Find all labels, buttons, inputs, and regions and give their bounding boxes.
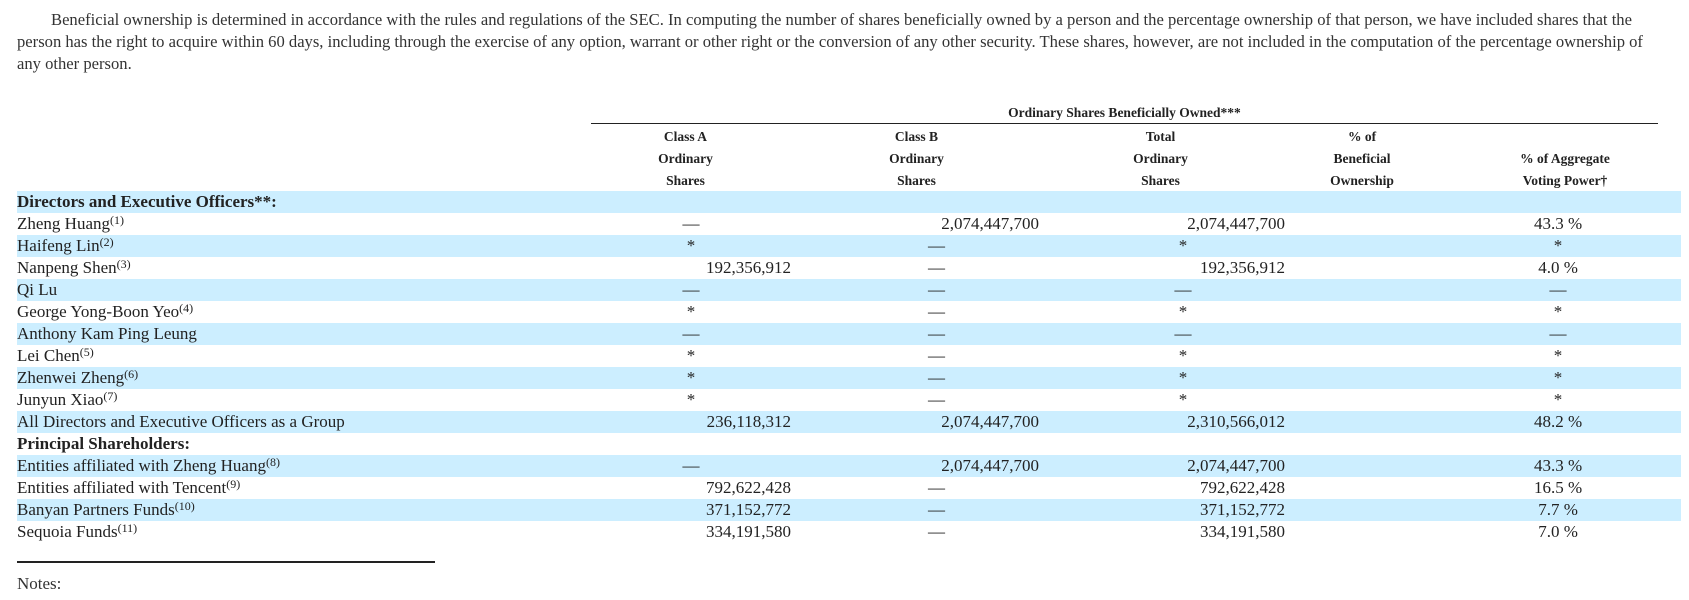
- column-gap: [791, 389, 834, 411]
- class-a-shares: *: [686, 302, 696, 321]
- column-gap: [791, 257, 834, 279]
- footnote-ref: (5): [79, 345, 94, 359]
- column-gap: [1285, 411, 1435, 433]
- column-gap: [1285, 367, 1435, 389]
- column-gap: [791, 477, 834, 499]
- header-line: Ownership: [1330, 173, 1394, 188]
- holder-name-cell: [17, 345, 591, 367]
- column-gap: [1285, 257, 1435, 279]
- total-shares: 334,191,580: [1200, 522, 1285, 541]
- beneficial-ownership-pct: *: [1435, 235, 1681, 257]
- total-shares: *: [1178, 346, 1188, 365]
- class-a-shares: *: [686, 346, 696, 365]
- column-gap: [791, 279, 834, 301]
- column-gap: [1285, 235, 1435, 257]
- class-b-shares: 2,074,447,700: [941, 214, 1039, 233]
- beneficial-ownership-pct: 4.0 %: [1538, 258, 1578, 277]
- column-gap: [791, 367, 834, 389]
- column-gap: [1285, 455, 1435, 477]
- class-a-shares: *: [591, 367, 791, 389]
- column-gap: [791, 499, 834, 521]
- header-line: Beneficial: [1333, 151, 1391, 166]
- total-shares: 2,310,566,012: [1081, 411, 1285, 433]
- footnote-ref: (2): [99, 235, 114, 249]
- total-shares: 371,152,772: [1081, 499, 1285, 521]
- table-row: [17, 235, 1681, 257]
- column-gap: [1039, 389, 1081, 411]
- column-gap: [791, 521, 834, 543]
- column-gap: [1039, 279, 1081, 301]
- holder-name-cell: [17, 213, 591, 235]
- class-a-shares: *: [686, 390, 696, 409]
- holder-name-cell: [17, 279, 591, 301]
- column-header-class-b: [808, 126, 1025, 193]
- class-b-shares: 2,074,447,700: [834, 455, 1039, 477]
- column-gap: [1039, 235, 1081, 257]
- ownership-table: [17, 191, 1681, 543]
- holder-name-cell: [17, 367, 591, 389]
- class-a-shares: —: [591, 279, 791, 301]
- holder-name-cell: [17, 257, 591, 279]
- column-gap: [791, 345, 834, 367]
- table-row: [17, 323, 1681, 345]
- footnote-ref: (11): [117, 521, 138, 535]
- footnote-ref: (6): [124, 367, 139, 381]
- class-b-shares: —: [928, 390, 945, 409]
- section-heading: Principal Shareholders:: [17, 434, 190, 453]
- beneficial-ownership-pct: *: [1553, 390, 1563, 409]
- holder-name-cell: [17, 455, 591, 477]
- beneficial-ownership-pct: 48.2 %: [1435, 411, 1681, 433]
- beneficial-ownership-pct: 43.3 %: [1435, 455, 1681, 477]
- class-a-shares: 334,191,580: [706, 522, 791, 541]
- footnote-ref: (9): [226, 477, 241, 491]
- table-row: [17, 499, 1681, 521]
- group-heading: Ordinary Shares Beneficially Owned***: [591, 104, 1658, 124]
- column-gap: [1039, 257, 1081, 279]
- column-gap: [1039, 345, 1081, 367]
- footnote-ref: (1): [110, 213, 125, 227]
- table-row: [17, 411, 1681, 433]
- holder-name: George Yong-Boon Yeo: [17, 302, 180, 321]
- header-line: Total: [1145, 129, 1176, 144]
- column-gap: [1285, 213, 1435, 235]
- class-a-shares: —: [591, 455, 791, 477]
- class-b-shares: —: [834, 499, 1039, 521]
- header-line: Shares: [666, 173, 705, 188]
- column-gap: [1285, 477, 1435, 499]
- column-header-total: [1052, 126, 1269, 193]
- column-gap: [791, 213, 834, 235]
- beneficial-ownership-pct: 7.0 %: [1538, 522, 1578, 541]
- footnote-ref: (3): [116, 257, 131, 271]
- column-gap: [1285, 345, 1435, 367]
- column-gap: [1039, 323, 1081, 345]
- class-b-shares: —: [928, 258, 945, 277]
- holder-name: Qi Lu: [17, 280, 58, 299]
- column-gap: [1285, 521, 1435, 543]
- holder-name: Entities affiliated with Tencent: [17, 478, 227, 497]
- holder-name-cell: [17, 389, 591, 411]
- holder-name: Haifeng Lin: [17, 236, 100, 255]
- header-line: Shares: [897, 173, 936, 188]
- total-shares: *: [1081, 235, 1285, 257]
- holder-name: Anthony Kam Ping Leung: [17, 324, 197, 343]
- class-b-shares: —: [834, 235, 1039, 257]
- holder-name: Lei Chen: [17, 346, 80, 365]
- column-gap: [1285, 279, 1435, 301]
- table-row: [17, 455, 1681, 477]
- class-a-shares: —: [682, 214, 700, 233]
- footnote-ref: (4): [179, 301, 194, 315]
- table-row: [17, 279, 1681, 301]
- total-shares: 2,074,447,700: [1081, 455, 1285, 477]
- column-header-voting-power: [1472, 126, 1658, 193]
- beneficial-ownership-pct: 7.7 %: [1435, 499, 1681, 521]
- class-a-shares: 792,622,428: [706, 478, 791, 497]
- header-line: Shares: [1141, 173, 1180, 188]
- table-row: [17, 521, 1681, 543]
- holder-name: Junyun Xiao: [17, 390, 104, 409]
- column-gap: [1039, 477, 1081, 499]
- table-row: [17, 213, 1681, 235]
- class-b-shares: 2,074,447,700: [834, 411, 1039, 433]
- holder-name: Entities affiliated with Zheng Huang: [17, 456, 266, 475]
- section-row: [17, 433, 1681, 455]
- column-gap: [1285, 301, 1435, 323]
- column-gap: [1285, 389, 1435, 411]
- class-b-shares: —: [928, 478, 945, 497]
- class-b-shares: —: [928, 522, 945, 541]
- holder-name-cell: [17, 499, 591, 521]
- holder-name: Sequoia Funds: [17, 522, 118, 541]
- holder-name: Zheng Huang: [17, 214, 111, 233]
- holder-name-cell: [17, 411, 591, 433]
- total-shares: *: [1178, 390, 1188, 409]
- beneficial-ownership-pct: —: [1435, 323, 1681, 345]
- column-gap: [791, 323, 834, 345]
- beneficial-ownership-pct: *: [1435, 367, 1681, 389]
- beneficial-ownership-pct: *: [1553, 346, 1563, 365]
- total-shares: 2,074,447,700: [1187, 214, 1285, 233]
- footnote-ref: (10): [174, 499, 195, 513]
- header-line: Ordinary: [658, 151, 713, 166]
- class-b-shares: —: [834, 323, 1039, 345]
- header-line: % of Aggregate: [1520, 151, 1610, 166]
- column-header-class-a: [591, 126, 780, 193]
- column-header-beneficial-ownership: [1297, 126, 1427, 193]
- beneficial-ownership-pct: *: [1553, 302, 1563, 321]
- table-row: [17, 477, 1681, 499]
- footnote-ref: (8): [265, 455, 280, 469]
- column-gap: [791, 411, 834, 433]
- column-gap: [1285, 323, 1435, 345]
- section-row: [17, 191, 1681, 213]
- column-gap: [1039, 411, 1081, 433]
- class-a-shares: 371,152,772: [591, 499, 791, 521]
- holder-name: Nanpeng Shen: [17, 258, 117, 277]
- total-shares: 792,622,428: [1200, 478, 1285, 497]
- beneficial-ownership-pct: 16.5 %: [1533, 478, 1583, 497]
- table-row: [17, 367, 1681, 389]
- class-b-shares: —: [834, 279, 1039, 301]
- notes-label: Notes:: [17, 574, 62, 593]
- class-a-shares: 236,118,312: [591, 411, 791, 433]
- holder-name-cell: [17, 477, 591, 499]
- header-line: [1472, 126, 1658, 148]
- column-gap: [791, 301, 834, 323]
- column-gap: [1039, 521, 1081, 543]
- column-gap: [791, 455, 834, 477]
- beneficial-ownership-pct: 43.3 %: [1533, 214, 1583, 233]
- holder-name-cell: [17, 235, 591, 257]
- column-gap: [1285, 499, 1435, 521]
- column-gap: [1039, 213, 1081, 235]
- header-line: Class A: [663, 129, 708, 144]
- table-row: [17, 345, 1681, 367]
- beneficial-ownership-pct: —: [1435, 279, 1681, 301]
- column-gap: [1039, 367, 1081, 389]
- class-b-shares: —: [834, 367, 1039, 389]
- header-line: Voting Power†: [1522, 173, 1608, 188]
- table-row: [17, 389, 1681, 411]
- total-shares: *: [1081, 367, 1285, 389]
- class-a-shares: 192,356,912: [706, 258, 791, 277]
- class-a-shares: *: [591, 235, 791, 257]
- header-line: Ordinary: [889, 151, 944, 166]
- header-line: Ordinary: [1133, 151, 1188, 166]
- holder-name-cell: [17, 301, 591, 323]
- class-b-shares: —: [928, 302, 945, 321]
- header-line: % of: [1347, 129, 1377, 144]
- total-shares: —: [1081, 279, 1285, 301]
- table-row: [17, 301, 1681, 323]
- holder-name: All Directors and Executive Officers as a Group: [17, 412, 345, 431]
- header-line: Class B: [894, 129, 939, 144]
- section-heading: Directors and Executive Officers**:: [17, 191, 1681, 213]
- total-shares: 192,356,912: [1200, 258, 1285, 277]
- column-gap: [1039, 455, 1081, 477]
- total-shares: *: [1178, 302, 1188, 321]
- footnote-ref: (7): [103, 389, 118, 403]
- table-row: [17, 257, 1681, 279]
- notes-divider: [17, 561, 435, 563]
- holder-name: Banyan Partners Funds: [17, 500, 175, 519]
- holder-name-cell: [17, 323, 591, 345]
- column-gap: [1039, 301, 1081, 323]
- class-a-shares: —: [591, 323, 791, 345]
- total-shares: —: [1081, 323, 1285, 345]
- class-b-shares: —: [928, 346, 945, 365]
- intro-paragraph: Beneficial ownership is determined in accordance with the rules and regulations of the SEC. In computing the number of shares beneficially owned by a person and the percentage ownership of that person, we have included shares that the person has the right to acquire within 60 days, including through the exercise of any option, warrant or other right or the conversion of any other security. These shares, however, are not included in the computation of the percentage ownership of any other person.: [17, 10, 1643, 73]
- column-gap: [1039, 499, 1081, 521]
- holder-name: Zhenwei Zheng: [17, 368, 125, 387]
- column-gap: [791, 235, 834, 257]
- holder-name-cell: [17, 521, 591, 543]
